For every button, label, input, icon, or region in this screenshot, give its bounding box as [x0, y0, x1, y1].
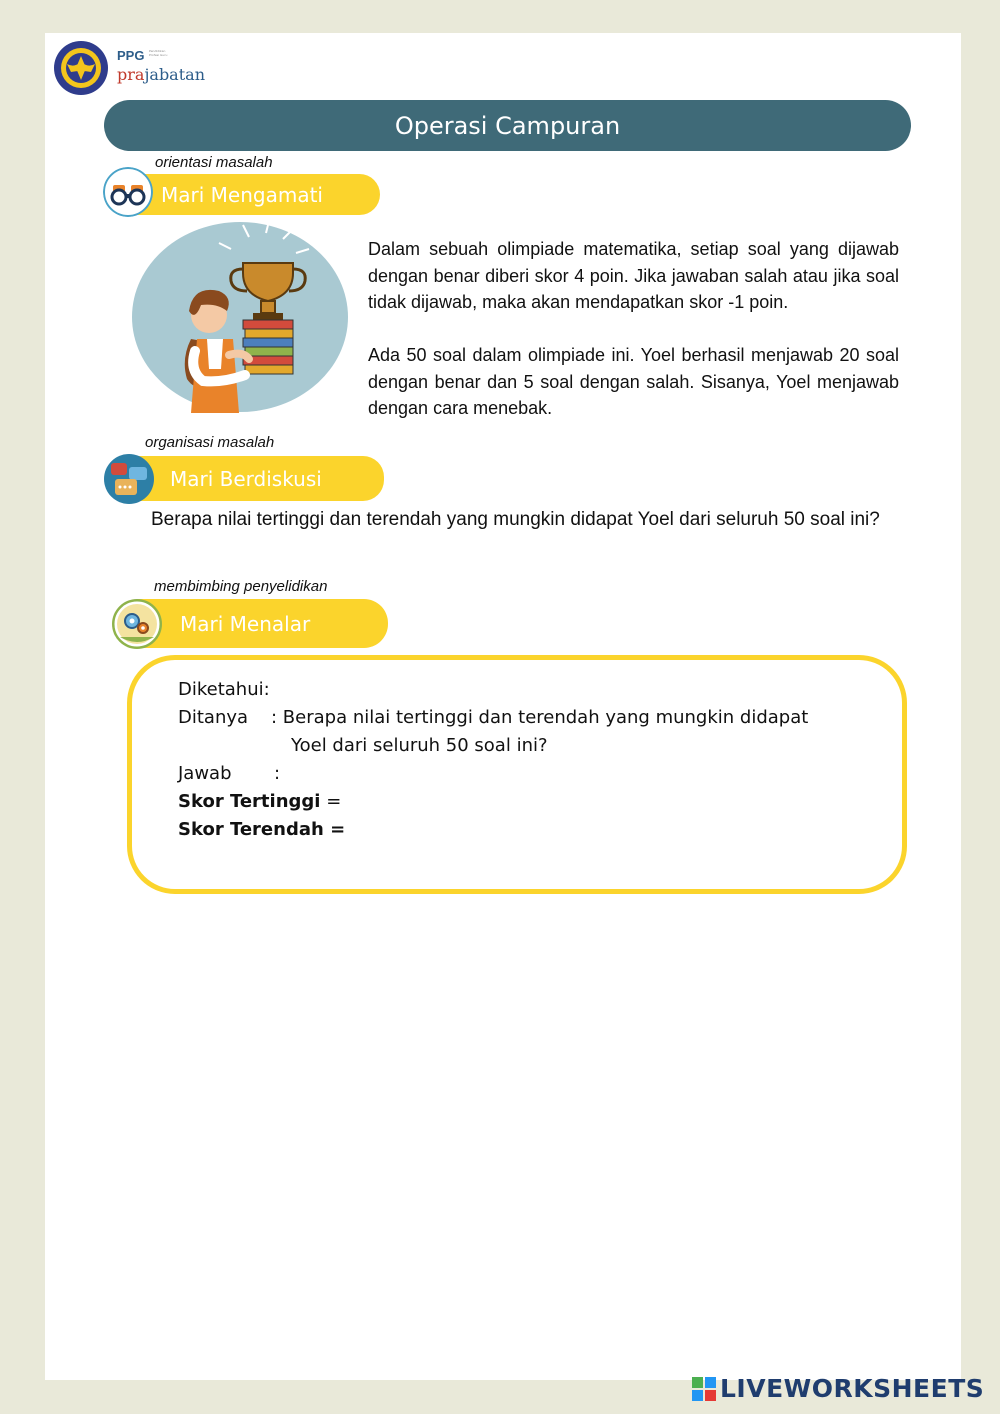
section-pill-menalar	[137, 599, 388, 648]
min-score-label: Skor Terendah =	[178, 819, 346, 840]
page-title: Operasi Campuran	[104, 100, 911, 151]
max-score-line	[178, 791, 341, 812]
asked-text-line1: : Berapa nilai tertinggi dan terendah yang mungkin didapat	[271, 707, 809, 728]
section-pill-berdiskusi	[127, 456, 384, 501]
gears-head-icon	[112, 599, 162, 649]
section-pill-mengamati	[125, 174, 380, 215]
liveworksheets-text: LIVEWORKSHEETS	[720, 1374, 985, 1403]
answer-label: Jawab	[178, 763, 232, 784]
logo-pra-part: pra	[117, 65, 145, 84]
logo-prajabatan-text	[117, 65, 205, 84]
section-pill-label: Mari Menalar	[180, 611, 311, 636]
binoculars-icon	[103, 167, 153, 217]
student-trophy-illustration	[131, 219, 349, 413]
discussion-question: Berapa nilai tertinggi dan terendah yang mungkin didapat Yoel dari seluruh 50 soal ini?	[151, 509, 880, 530]
liveworksheets-logo	[692, 1374, 992, 1404]
logo-tagline: Pendidikan Profesi Guru	[149, 49, 168, 57]
asked-label: Ditanya	[178, 707, 249, 728]
ppg-logo	[53, 40, 213, 96]
asked-text-line2: Yoel dari seluruh 50 soal ini?	[291, 735, 548, 756]
step-label-organisasi: organisasi masalah	[145, 434, 275, 451]
logo-ppg-text: PPG	[117, 48, 145, 63]
section-pill-label: Mari Mengamati	[161, 182, 323, 207]
logo-jabatan-part: jabatan	[144, 65, 205, 84]
step-label-orientasi: orientasi masalah	[155, 154, 273, 171]
story-paragraph-2: Ada 50 soal dalam olimpiade ini. Yoel berhasil menjawab 20 soal dengan benar dan 5 soal dengan salah. Sisanya, Yoel menjawab dengan cara menebak.	[368, 345, 899, 418]
liveworksheets-icon	[692, 1377, 716, 1401]
worksheet-page	[45, 33, 961, 1380]
story-paragraph-1: Dalam sebuah olimpiade matematika, setiap soal yang dijawab dengan benar diberi skor 4 poin. Jika jawaban salah atau jika soal tidak dijawab, maka akan mendapatkan skor -1 poin.	[368, 239, 899, 312]
max-score-label: Skor Tertinggi	[178, 791, 321, 812]
step-label-penyelidikan: membimbing penyelidikan	[154, 578, 328, 595]
section-pill-label: Mari Berdiskusi	[170, 466, 322, 491]
chat-bubbles-icon	[103, 453, 155, 505]
max-score-eq: =	[320, 791, 342, 812]
known-label: Diketahui:	[178, 679, 270, 700]
answer-colon: :	[274, 763, 281, 784]
university-seal-icon	[53, 40, 109, 96]
